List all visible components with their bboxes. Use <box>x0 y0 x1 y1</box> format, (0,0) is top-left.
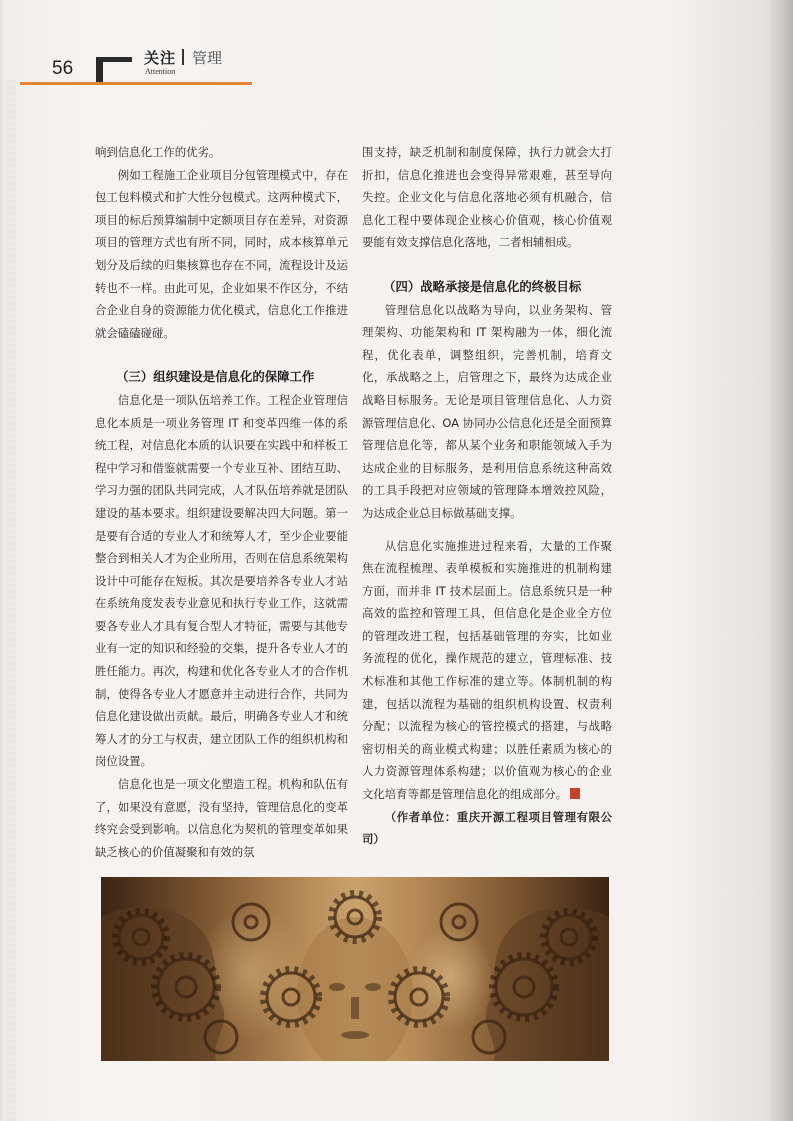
end-mark-icon <box>570 788 580 799</box>
margin-texture <box>6 80 16 1121</box>
paragraph: 响到信息化工作的优劣。 <box>95 145 221 159</box>
paragraph: 信息化是一项队伍培养工作。工程企业管理信息化本质是一项业务管理 IT 和变革四维一体的系统工程，对信息化本质的认识要在实践中和样板工程中学习和借鉴就需要一个专业互补、团结互助、学习力强的团队共同完成，人才队伍培养就是团队建设的基本要求。组织建设要解决四大问题。第一是要有合适的专业人才和统筹人才，至少企业要能整合到相关人才为企业所用，否则在信息系统架构设计中可能存在短板。其次是要培养各专业人才站在系统角度发表专业意见和执行专业工作，这就需要各专业人才具有复合型人才特征，需要与其他专业有一定的知识和经验的交集，提升各专业人才的胜任能力。再次，构建和优化各专业人才的合作机制，使得各专业人才愿意并主动进行合作，共同为信息化建设做出贡献。最后，明确各专业人才和统筹人才的分工与权责，建立团队工作的组织机构和岗位设置。 <box>95 392 348 769</box>
author-affiliation: （作者单位：重庆开源工程项目管理有限公司） <box>362 809 612 847</box>
section-title: 关注 <box>144 49 177 67</box>
gears-illustration-svg <box>101 877 609 1061</box>
gears-heads-illustration <box>101 877 609 1061</box>
paragraph-with-end-mark <box>362 535 612 806</box>
section-english: Attention <box>145 67 176 76</box>
paragraph: 信息化也是一项文化塑造工程。机构和队伍有了，如果没有意愿，没有坚持，管理信息化的变革终究会受到影响。以信息化为契机的管理变革如果缺乏核心的价值凝聚和有效的氛 <box>95 777 348 859</box>
paragraph: 例如工程施工企业项目分包管理模式中，存在包工包料模式和扩大性分包模式。这两种模式下，项目的标后预算编制中定额项目存在差异，对资源项目的管理方式也有所不同，同时，成本核算单元划分及后续的归集核算也存在不同，流程设计及运转也不一样。由此可见，企业如果不作区分，不结合企业自身的资源能力优化模式，信息化工作推进就会磕磕碰碰。 <box>95 167 348 340</box>
subheading: （四）战略承接是信息化的终极目标 <box>383 278 582 294</box>
section-separator <box>182 49 184 65</box>
paragraph: 管理信息化以战略为导向，以业务架构、管理架构、功能架构和 IT 架构融为一体，细化流程，优化表单，调整组织，完善机制，培育文化，承战略之上，启管理之下，最终为达成企业战略目标服务。无论是项目管理信息化、人力资源管理信息化、OA 协同办公信息化还是全面预算管理信息化等，都从某个业务和职能领域入手为达成企业的目标服务，是利用信息系统这种高效的工具手段把对应领域的管理降本增效控风险，为达成企业总目标做基础支撑。 <box>362 302 612 520</box>
right-column <box>362 141 612 851</box>
subheading: （三）组织建设是信息化的保障工作 <box>116 369 315 385</box>
header-accent-line <box>20 82 252 85</box>
paragraph-text: 从信息化实施推进过程来看，大量的工作聚焦在流程梳理、表单模板和实施推进的机制构建方面，而并非 IT 技术层面上。信息系统只是一种高效的监控和管理工具，但信息化是企业全方位的管理改进工程，包括基础管理的夯实，比如业务流程的优化，操作规范的建立，管理标准、技术标准和其他工作标准的建立等。体制机制的构建，包括以流程为基础的组织机构设置、权责利分配；以流程为核心的管控模式的搭建，与战略密切相关的商业模式构建；以胜任素质为核心的人力资源管理体系构建；以价值观为核心的企业文化培育等都是管理信息化的组成部分。 <box>362 538 612 802</box>
left-column <box>95 141 348 863</box>
page-edge <box>771 0 793 1121</box>
page-number: 56 <box>52 58 74 79</box>
paragraph: 围支持，缺乏机制和制度保障，执行力就会大打折扣，信息化推进也会变得异常艰难，甚至导向失控。企业文化与信息化落地必须有机融合，信息化工程中要体现企业核心价值观，核心价值观要能有效支撑信息化落地，二者相辅相成。 <box>362 145 612 250</box>
header-bracket-top <box>96 57 132 62</box>
section-subtitle: 管理 <box>192 49 223 67</box>
